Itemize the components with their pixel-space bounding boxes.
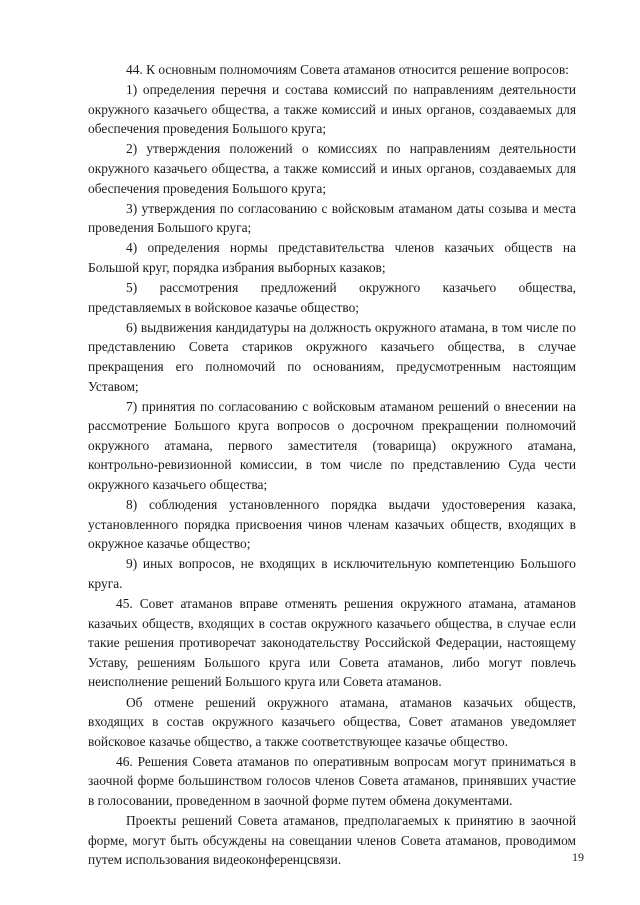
list-item-4: 4) определения нормы представительства членов казачьих обществ на Большой круг, порядка избрания выборных казаков;	[88, 240, 576, 275]
list-item-2: 2) утверждения положений о комиссиях по направлениям деятельности окружного казачьего общества, а также комиссий и иных органов, создаваемых для обеспечения проведения Большого круга;	[88, 141, 576, 196]
paragraph-45: 45. Совет атаманов вправе отменять решения окружного атамана, атаманов казачьих обществ, входящих в состав окружного казачьего общества, в случае если такие решения противоречат законодательству Российской Федерации, настоящему Уставу, решениям Большого круга или Совета атаманов, либо могут повлечь неисполнение решений Большого круга или Совета атаманов.	[88, 596, 576, 690]
paragraph-46: 46. Решения Совета атаманов по оперативным вопросам могут приниматься в заочной форме большинством голосов членов Совета атаманов, принявших участие в голосовании, проведенном в заочной форме путем обмена документами.	[88, 753, 576, 808]
list-item-5: 5) рассмотрения предложений окружного казачьего общества, представляемых в войсковое казачье общество;	[88, 280, 576, 315]
list-item-3: 3) утверждения по согласованию с войсковым атаманом даты созыва и места проведения Большого круга;	[88, 200, 576, 236]
paragraph-45-notice: Об отмене решений окружного атамана, атаманов казачьих обществ, входящих в состав окружного казачьего общества, Совет атаманов уведомляет войсковое казачье общество, а также соответствующее казачье общество.	[88, 694, 576, 749]
list-item-1: 1) определения перечня и состава комиссий по направлениям деятельности окружного казачьего общества, а также комиссий и иных органов, создаваемых для обеспечения проведения Большого круга;	[88, 82, 576, 137]
page-number: 19	[572, 850, 584, 864]
list-item-7: 7) принятия по согласованию с войсковым атаманом решений о внесении на рассмотрение Большого круга вопросов о досрочном прекращении полномочий окружного атамана, первого заместителя (товарища) окружного атамана, контрольно-ревизионной комиссии, в том числе по представлению Суда чести окружного казачьего общества;	[88, 398, 576, 492]
document-body	[88, 60, 576, 870]
paragraph-46-drafts: Проекты решений Совета атаманов, предполагаемых к принятию в заочной форме, могут быть обсуждены на совещании членов Совета атаманов, проводимом путем использования видеоконференцсвязи.	[88, 813, 576, 868]
list-item-6: 6) выдвижения кандидатуры на должность окружного атамана, в том числе по представлению Совета стариков окружного казачьего общества, в случае прекращения его полномочий по основаниям, предусмотренным настоящим Уставом;	[88, 319, 576, 394]
paragraph-44: 44. К основным полномочиям Совета атаманов относится решение вопросов:	[126, 62, 569, 77]
list-item-9: 9) иных вопросов, не входящих в исключительную компетенцию Большого круга.	[88, 556, 576, 591]
list-item-8: 8) соблюдения установленного порядка выдачи удостоверения казака, установленного порядка присвоения чинов членам казачьих обществ, входящих в окружное казачье общество;	[88, 497, 576, 552]
